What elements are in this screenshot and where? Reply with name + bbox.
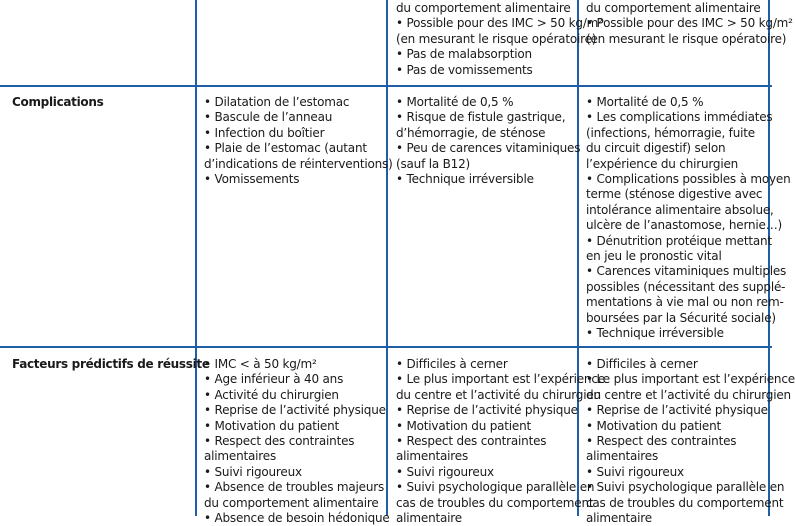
cell-line: • Suivi psychologique parallèle en [396, 480, 595, 495]
cell-line: • Absence de troubles majeurs [204, 480, 385, 495]
cell-line: • Suivi psychologique parallèle en [586, 480, 785, 495]
cell-line: d’indications de réinterventions) [204, 156, 393, 171]
cell-line: (en mesurant le risque opératoire) [586, 31, 787, 46]
cell-line: • Activité du chirurgien [204, 387, 339, 402]
cell-line: cas de troubles du comportement [396, 495, 594, 510]
cell-line: intolérance alimentaire absolue, [586, 202, 774, 217]
cell-line: • Technique irréversible [396, 172, 534, 187]
cell-line: • Absence de besoin hédonique [204, 511, 390, 526]
top-row-col2 [396, 1, 603, 78]
cell-line: • Mortalité de 0,5 % [586, 95, 704, 109]
cell-line: alimentaire [396, 511, 462, 526]
top-row-col3 [586, 1, 793, 47]
cell-line: • Carences vitaminiques multiples [586, 264, 787, 279]
cell-line: • IMC < à 50 kg/m² [204, 357, 317, 371]
cell-line: • Le plus important est l’expérience [396, 372, 605, 387]
cell-line: • Complications possibles à moyen [586, 172, 791, 187]
complications-col2 [396, 95, 580, 187]
cell-line: possibles (nécessitant des supplé- [586, 279, 786, 294]
cell-line: • Reprise de l’activité physique [586, 403, 768, 418]
cell-line: • Pas de malabsorption [396, 47, 532, 62]
facteurs-col3 [586, 357, 795, 526]
complications-col3 [586, 95, 790, 342]
cell-line: alimentaires [396, 449, 468, 464]
cell-line: • Pas de vomissements [396, 62, 533, 77]
cell-line: • Motivation du patient [204, 418, 340, 433]
cell-line: • Possible pour des IMC > 50 kg/m² [586, 16, 793, 31]
cell-line: • Plaie de l’estomac (autant [204, 141, 367, 156]
cell-line: • Motivation du patient [586, 418, 722, 433]
cell-line: du comportement alimentaire [586, 1, 761, 15]
cell-line: • Les complications immédiates [586, 110, 773, 125]
cell-line: • Mortalité de 0,5 % [396, 95, 514, 109]
cell-line: • Suivi rigoureux [204, 464, 302, 479]
cell-line: (en mesurant le risque opératoire) [396, 31, 597, 46]
cell-line: • Reprise de l’activité physique [204, 403, 386, 418]
row-divider-1 [0, 85, 772, 87]
cell-line: • Respect des contraintes [586, 434, 737, 449]
cell-line: • Respect des contraintes [204, 434, 355, 449]
cell-line: • Suivi rigoureux [396, 464, 494, 479]
cell-line: en jeu le pronostic vital [586, 249, 722, 264]
cell-line: • Vomissements [204, 172, 300, 187]
cell-line: • Dénutrition protéique mettant [586, 233, 772, 248]
cell-line: • Difficiles à cerner [586, 357, 698, 371]
cell-line: d’hémorragie, de sténose [396, 125, 546, 140]
cell-line: du comportement alimentaire [396, 1, 571, 15]
cell-line: • Difficiles à cerner [396, 357, 508, 371]
cell-line: • Suivi rigoureux [586, 464, 684, 479]
cell-line: du circuit digestif) selon [586, 141, 726, 156]
facteurs-col2 [396, 357, 605, 526]
cell-line: ulcère de l’anastomose, hernie…) [586, 218, 782, 233]
cell-line: alimentaires [204, 449, 276, 464]
column-divider-1 [195, 0, 197, 516]
cell-line: • Reprise de l’activité physique [396, 403, 578, 418]
cell-line: • Motivation du patient [396, 418, 532, 433]
cell-line: mentations à vie mal ou non rem- [586, 295, 784, 310]
cell-line: du centre et l’activité du chirurgien [396, 387, 601, 402]
cell-line: • Le plus important est l’expérience [586, 372, 795, 387]
cell-line: (infections, hémorragie, fuite [586, 125, 755, 140]
cell-line: terme (sténose digestive avec [586, 187, 763, 202]
cell-line: • Respect des contraintes [396, 434, 547, 449]
cell-line: • Infection du boîtier [204, 125, 325, 140]
cell-line: du comportement alimentaire [204, 495, 379, 510]
cell-line: • Possible pour des IMC > 50 kg/m² [396, 16, 603, 31]
cell-line: alimentaires [586, 449, 658, 464]
facteurs-col1 [204, 357, 390, 526]
cell-line: • Risque de fistule gastrique, [396, 110, 566, 125]
cell-line: du centre et l’activité du chirurgien [586, 387, 791, 402]
cell-line: (sauf la B12) [396, 156, 471, 171]
cell-line: l’expérience du chirurgien [586, 156, 739, 171]
row-divider-2 [0, 346, 772, 348]
complications-col1 [204, 95, 393, 187]
cell-line: • Bascule de l’anneau [204, 110, 333, 125]
row-label-complications: Complications [12, 95, 104, 109]
cell-line: • Dilatation de l’estomac [204, 95, 350, 109]
cell-line: alimentaire [586, 511, 652, 526]
cell-line: cas de troubles du comportement [586, 495, 784, 510]
cell-line: • Peu de carences vitaminiques [396, 141, 581, 156]
cell-line: • Age inférieur à 40 ans [204, 372, 344, 387]
row-label-facteurs: Facteurs prédictifs de réussite [12, 357, 210, 371]
cell-line: boursées par la Sécurité sociale) [586, 310, 776, 325]
cell-line: • Technique irréversible [586, 326, 724, 341]
